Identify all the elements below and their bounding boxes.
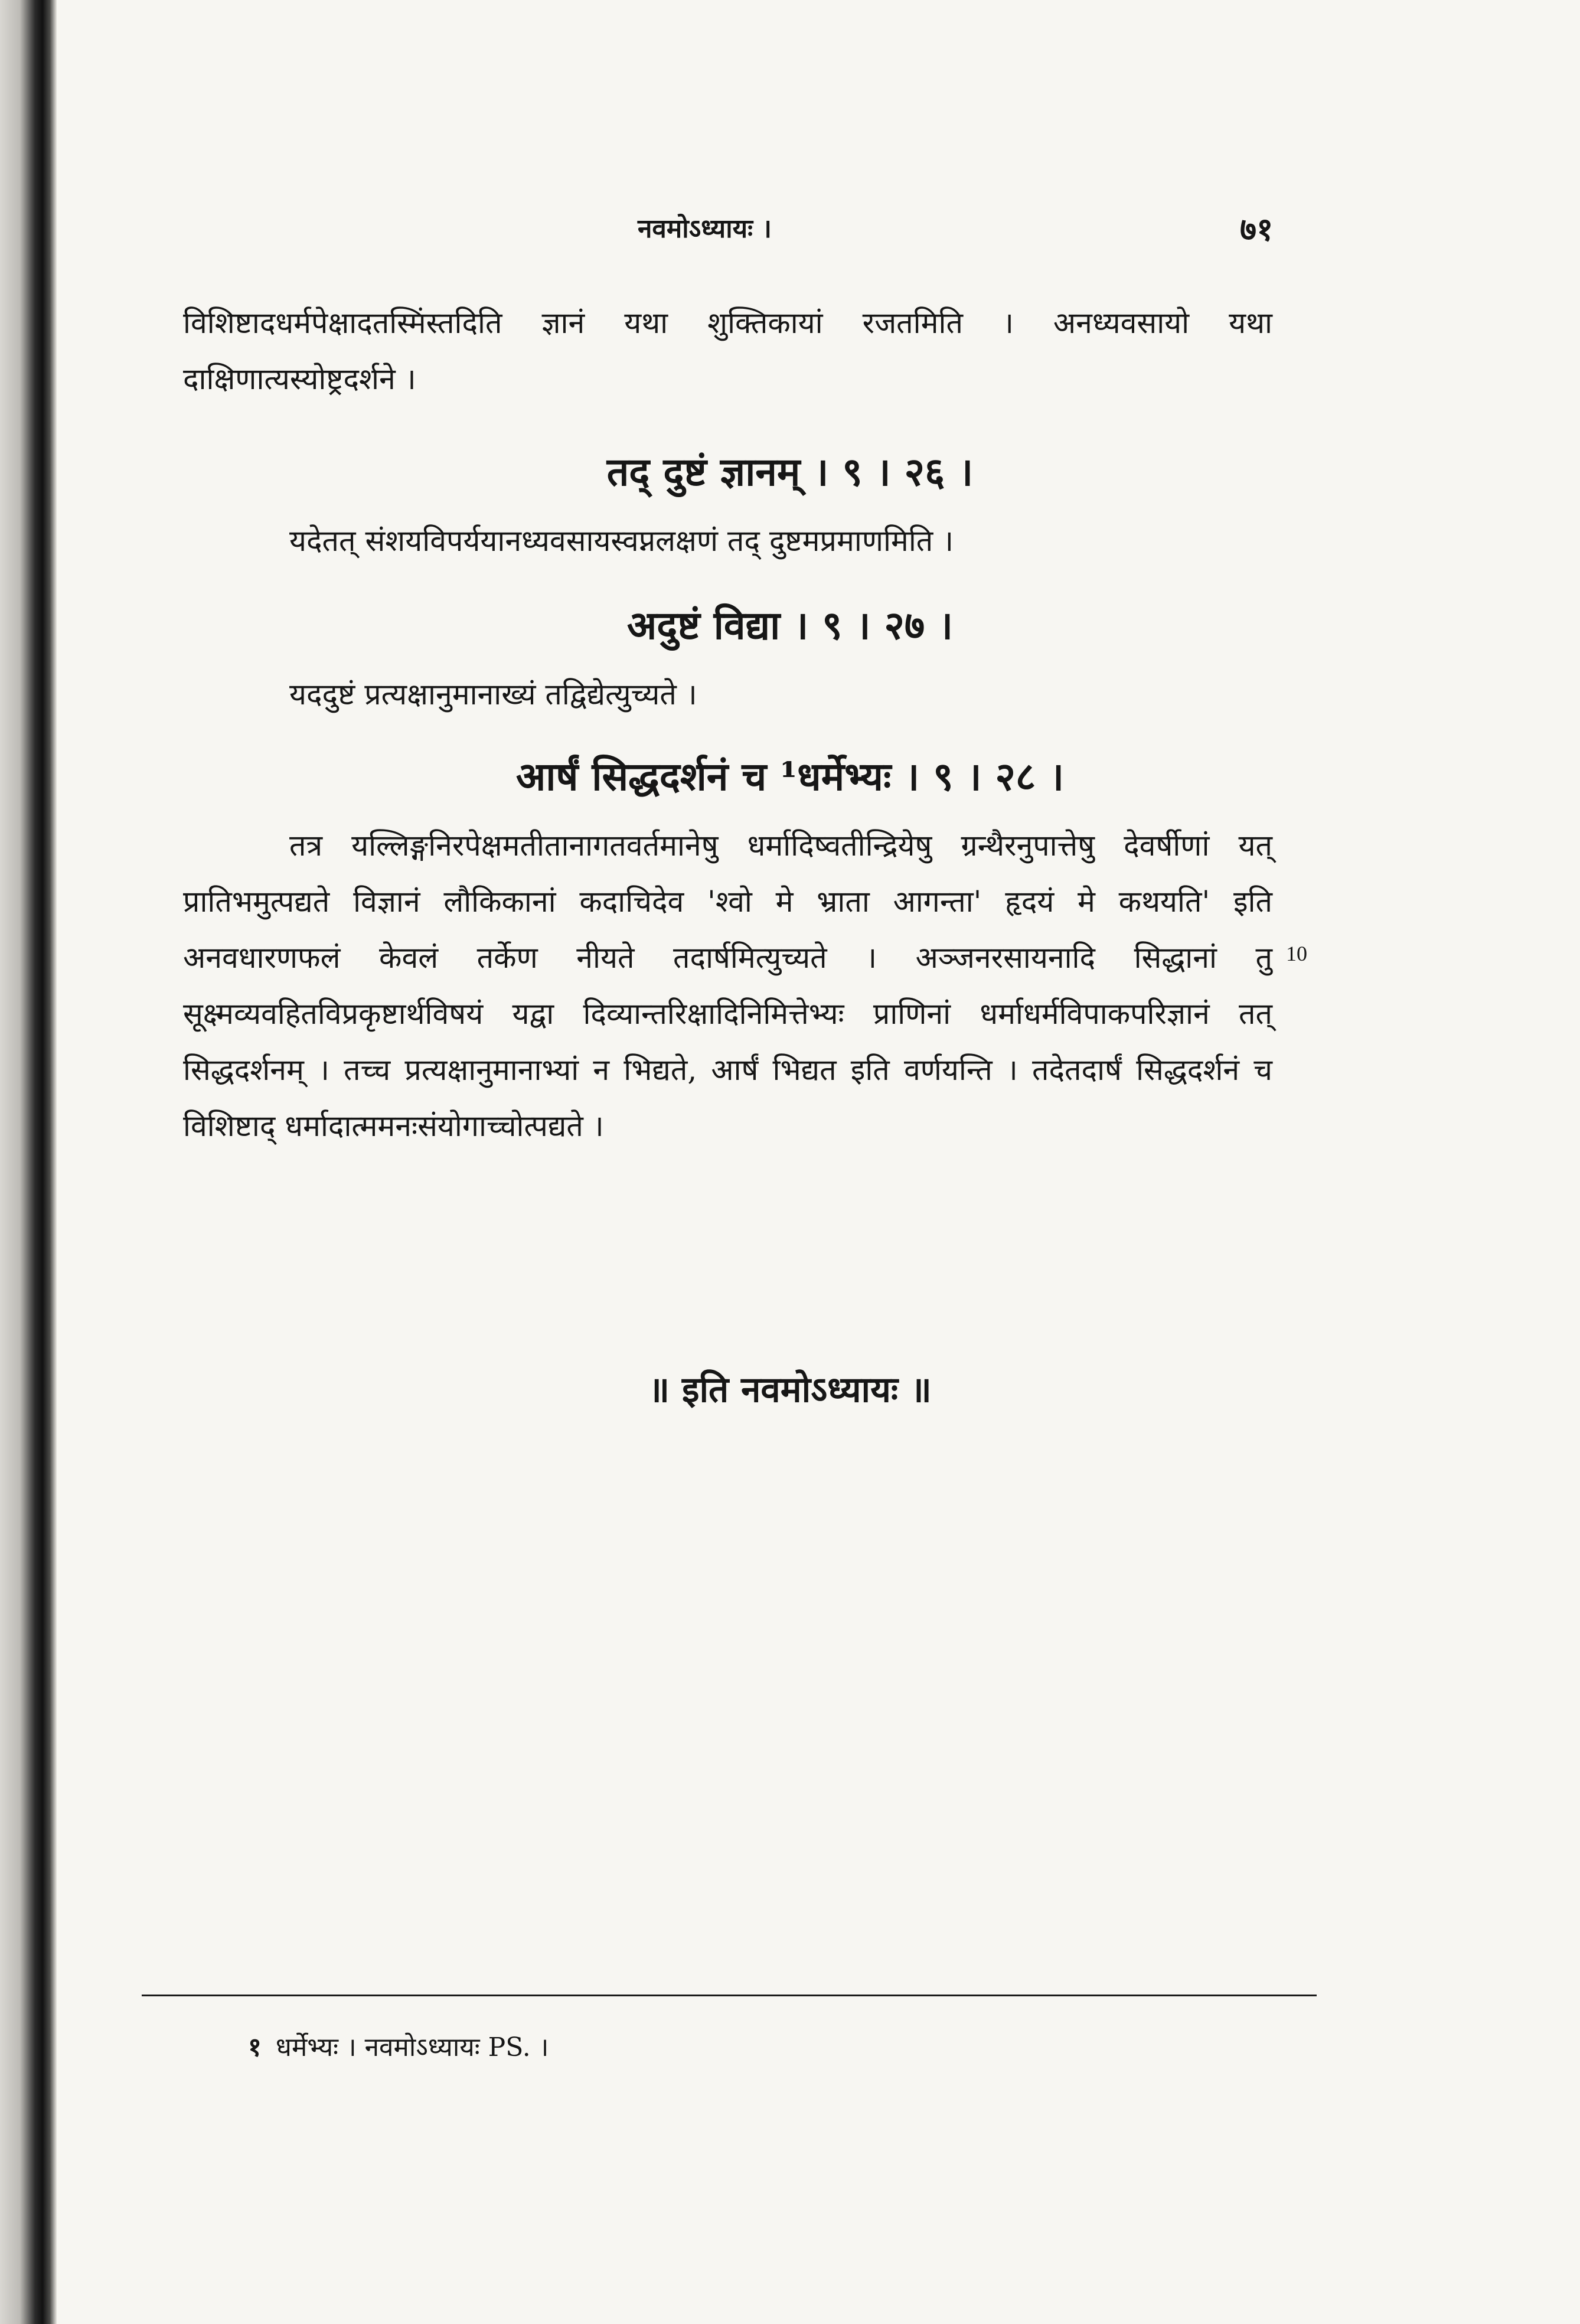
footnote-text: धर्मेभ्यः । नवमोऽध्यायः PS. । bbox=[275, 2032, 549, 2062]
sutra-27-heading: अदुष्टं विद्या । ९ । २७ । bbox=[626, 602, 954, 648]
footnote-marker: १ bbox=[248, 2032, 262, 2062]
page-number: ७१ bbox=[1240, 210, 1274, 248]
running-header bbox=[177, 210, 1287, 251]
commentary-27: यददुष्टं प्रत्यक्षानुमानाख्यं तद्विद्येत्युच्यते । bbox=[289, 677, 697, 711]
margin-line-number: 10 bbox=[1286, 942, 1307, 965]
page-binding-edge bbox=[0, 0, 57, 2324]
commentary-28: तत्र यल्लिङ्गनिरपेक्षमतीतानागतवर्तमानेषु धर्मादिष्वतीन्द्रियेषु ग्रन्थैरनुपात्तेषु देवर्षीणां यत् प्रातिभमुत्पद्यते विज्ञानं लौकिकानां कदाचिदेव 'श्वो मे भ्राता आगन्ता' हृदयं मे कथयति' इति अनवधारणफलं केवलं तर्केण नीयते तदार्षमित्युच्यते । अञ्जनरसायनादि सिद्धानां तु सूक्ष्मव्यवहितविप्रकृष्टार्थविषयं यद्वा दिव्यान्तरिक्षादिनिमित्तेभ्यः प्राणिनां धर्माधर्मविपाकपरिज्ञानं तत् सिद्धदर्शनम् । तच्च प्रत्यक्षानुमानाभ्यां न भिद्यते, आर्षं भिद्यत इति वर्णयन्ति । तदेतदार्षं सिद्धदर्शनं च विशिष्टाद् धर्मादात्ममनःसंयोगाच्चोत्पद्यते । bbox=[183, 828, 1272, 1143]
commentary-26: यदेतत् संशयविपर्ययानध्यवसायस्वप्नलक्षणं तद् दुष्टमप्रमाणमिति । bbox=[289, 524, 954, 558]
sutra-28-heading: आर्षं सिद्धदर्शनं च ¹धर्मेभ्यः । ९ । २८ । bbox=[515, 753, 1065, 799]
sutra-26-heading: तद् दुष्टं ज्ञानम् । ९ । २६ । bbox=[606, 449, 974, 495]
running-title: नवमोऽध्यायः । bbox=[638, 214, 772, 244]
paragraph-intro: विशिष्टादधर्मपेक्षादतस्मिंस्तदिति ज्ञानं यथा शुक्तिकायां रजतमिति । अनध्यवसायो यथा दाक्षिणात्यस्योष्ट्रदर्शने । bbox=[183, 306, 1272, 396]
footnote-rule bbox=[142, 1995, 1317, 1996]
footnote bbox=[248, 2028, 549, 2064]
chapter-colophon: ॥ इति नवमोऽध्यायः ॥ bbox=[648, 1369, 932, 1411]
